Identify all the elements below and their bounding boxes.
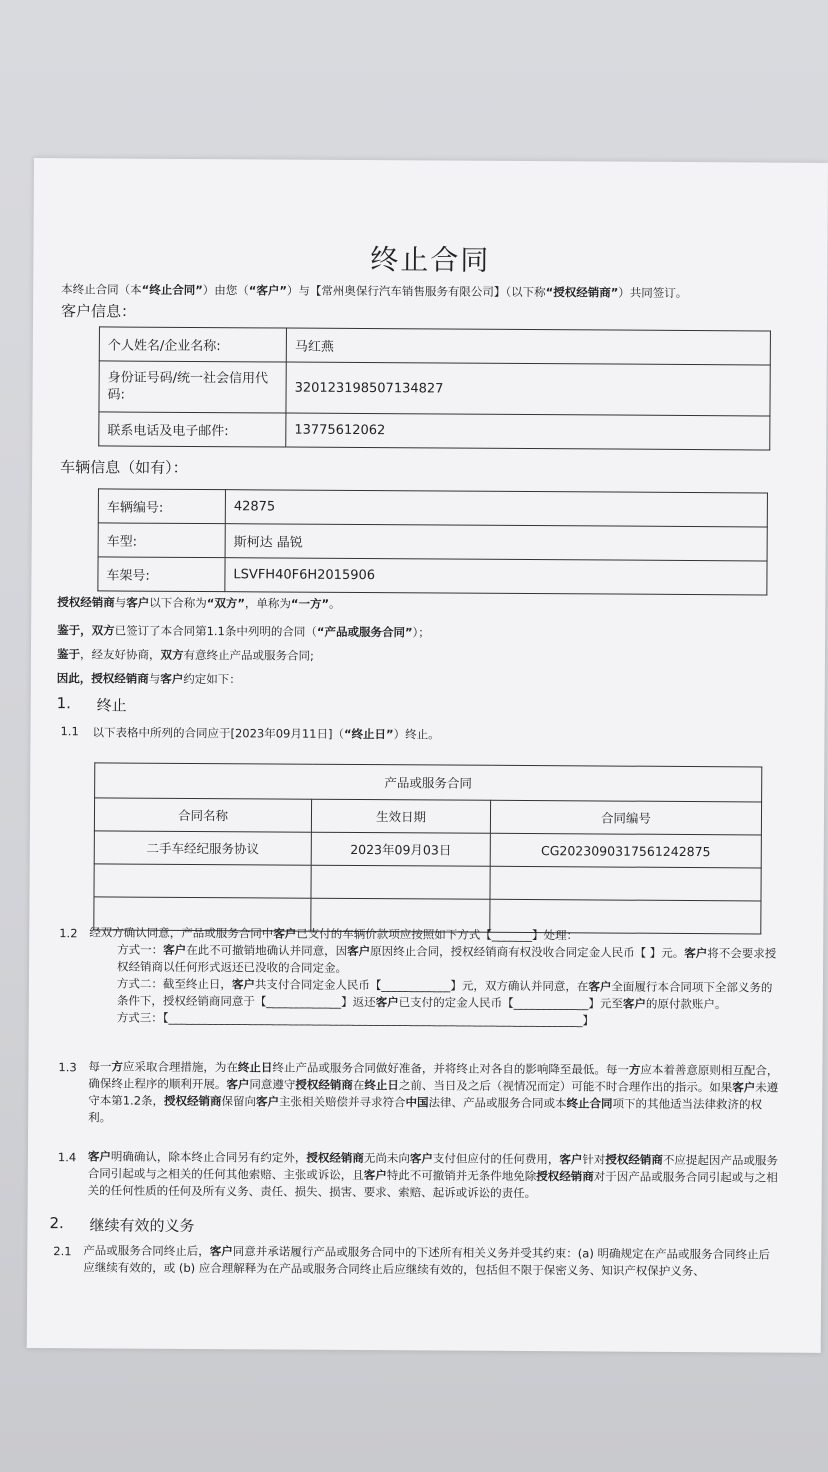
intro-text: ）共同签订。 [618, 285, 688, 300]
bold-term: 双方 [160, 647, 184, 662]
option-2 [89, 975, 779, 1013]
text: 与 [114, 595, 127, 610]
bold-term: 客户 [363, 1168, 387, 1183]
header-contract-name: 合同名称 [94, 798, 311, 832]
customer-name-value: 马红燕 [286, 328, 770, 365]
cell-empty [311, 865, 490, 899]
text: ）终止。 [393, 727, 440, 742]
therefore-clause [57, 670, 241, 687]
customer-id-label: 身份证号码/统一社会信用代码: [99, 361, 286, 413]
text: 对于因产品或服务合同引起或与之相关的任何性质的任何及所有义务、责任、损失、损害、要求、索赔、起诉或诉讼的责任。 [87, 1169, 778, 1201]
intro-text: ）与【常州奥保行汽车销售服务有限公司】（以下称 [286, 283, 546, 300]
text: 有意终止产品或服务合同; [183, 647, 314, 663]
contract-table-caption: 产品或服务合同 [95, 763, 762, 802]
clause-1-4-text [88, 1148, 778, 1203]
text: 无尚未向 [363, 1151, 410, 1166]
table-row [95, 763, 762, 802]
cell-contract-name: 二手车经纪服务协议 [94, 831, 311, 865]
intro-text: 本终止合同（本 [61, 282, 142, 297]
table-header-row [94, 798, 761, 835]
section-2-number: 2. [49, 1214, 64, 1233]
bold-term: 客户 [375, 995, 399, 1010]
text: 与 [148, 671, 161, 686]
bold-term: 授权经销商 [306, 1150, 364, 1166]
text: 不应提起因产品或服务合同引起或与之相关的任何其他索赔、主张或诉讼，且 [87, 1152, 778, 1183]
bold-term: “一方” [290, 596, 330, 611]
clause-2-1-text [83, 1242, 773, 1280]
customer-contact-value: 13775612062 [286, 413, 770, 450]
bold-term: 客户 [622, 996, 646, 1011]
bold-term: 鉴于 [56, 647, 81, 662]
text: ，单称为 [244, 596, 291, 611]
bold-term: 客户 [87, 1149, 111, 1164]
table-row [98, 557, 767, 595]
clause-1-1-number: 1.1 [60, 724, 79, 739]
bold-term: 鉴于，双方 [57, 623, 115, 638]
bold-term: “终止日” [343, 726, 394, 742]
text: 以下合称为 [149, 595, 207, 611]
text: 约定如下： [183, 671, 241, 687]
clause-1-1-text [92, 724, 439, 742]
text: 应采取合理措施，为在 [122, 1059, 238, 1075]
text: 方式一： [117, 942, 164, 957]
text: 明确确认，除本终止合同另有约定外， [110, 1149, 307, 1165]
intro-bold: “授权经销商” [545, 285, 619, 300]
text: 支付但应付的任何费用， [432, 1151, 560, 1167]
bold-term: 客户 [273, 926, 297, 941]
table-row [98, 489, 767, 527]
vehicle-no-value: 42875 [225, 490, 767, 527]
intro-bold: “终止合同” [141, 282, 203, 298]
text: 主张相关赔偿并寻求符合 [278, 1094, 406, 1110]
text: ）； [412, 625, 430, 640]
text: 的原付款账户。 [645, 996, 727, 1012]
bold-term: 方 [628, 1062, 641, 1077]
bold-term: 终止日 [237, 1060, 273, 1075]
option-1 [89, 941, 779, 979]
text: 同意遵守 [249, 1077, 296, 1092]
intro-bold: “客户” [248, 283, 287, 298]
bold-term: 客户 [163, 942, 187, 957]
parties-clause [57, 594, 340, 612]
customer-id-value: 320123198507134827 [286, 362, 770, 416]
vehicle-vin-label: 车架号: [98, 557, 225, 592]
whereas-clause-1 [57, 622, 430, 640]
intro-text: ）由您（ [202, 283, 249, 298]
header-effective-date: 生效日期 [311, 799, 490, 833]
text: 以下表格中所列的合同应于[2023年09月11日]（ [92, 725, 345, 741]
text: 共支付合同定金人民币【____________】元，双方确认并同意，在 [254, 977, 589, 994]
text: 特此不可撤销并无条件地免除 [386, 1168, 537, 1184]
bold-term: 客户 [160, 671, 184, 686]
text: 未遵守本第1.2条， [88, 1080, 779, 1108]
bold-term: 客户 [684, 945, 708, 961]
bold-term: 授权经销商 [57, 595, 115, 610]
vehicle-model-label: 车型: [98, 523, 225, 558]
bold-term: 客户 [347, 943, 371, 959]
text: 终止产品或服务合同做好准备，并将终止对各自的影响降至最低。每一 [272, 1060, 629, 1077]
text: 已支付的车辆价款项应按照如下方式【_______】处理： [296, 926, 579, 943]
bold-term: 客户 [732, 1080, 756, 1095]
table-row [98, 523, 767, 561]
table-row [94, 831, 761, 868]
bold-term: 客户 [559, 1152, 583, 1167]
contract-table [93, 762, 762, 934]
vehicle-no-label: 车辆编号: [98, 489, 225, 524]
table-row [99, 361, 770, 416]
table-row [99, 327, 770, 365]
text: 已签订了本合同第1.1条中列明的合同（ [114, 623, 317, 639]
option-3: 方式三：【________________________________________________________________________】 [116, 1010, 595, 1028]
vehicle-info-table [97, 488, 768, 595]
vehicle-model-value: 斯柯达 晶锐 [225, 524, 767, 561]
bold-term: 授权经销商 [295, 1077, 353, 1092]
text: 之前、当日及之后（视情况而定）可能不时合理作出的指示。如果 [398, 1078, 733, 1095]
clause-1-2-text [89, 924, 780, 1030]
text: 将不会要求授权经销商以任何形式返还已没收的合同定金。 [117, 946, 777, 975]
text: 法律、产品或服务合同或本 [428, 1095, 567, 1111]
cell-empty [94, 864, 311, 898]
text: 。 [328, 596, 341, 611]
clause-1-2-number: 1.2 [59, 926, 78, 941]
clause-1-3-number: 1.3 [58, 1060, 77, 1075]
section-1-title: 终止 [96, 696, 127, 715]
text: 保留向 [221, 1094, 257, 1109]
bold-term: 客户 [588, 979, 612, 994]
bold-term: 客户 [226, 1077, 250, 1092]
bold-term: 授权经销商 [605, 1152, 663, 1167]
document-title: 终止合同 [370, 243, 491, 277]
contract-page [27, 158, 828, 1353]
customer-info-table [98, 326, 771, 450]
clause-2-1-number: 2.1 [53, 1244, 72, 1259]
clause-1-4-number: 1.4 [57, 1150, 77, 1165]
customer-contact-label: 联系电话及电子邮件: [99, 412, 286, 447]
text: 已支付的定金人民币【_____________】元至 [398, 995, 623, 1011]
text: 同意并承诺履行产品或服务合同中的下述所有相关义务并受其约束：(a) 明确规定在产品或服务合同终止后应继续有效的，或 (b) 应合理解释为在产品或服务合同终止后应继续有效的，包括但不限于保密义务、知识产权保护义务、 [83, 1244, 771, 1279]
table-row [99, 412, 770, 450]
customer-name-label: 个人姓名/企业名称: [99, 327, 286, 362]
text: 全面履行本合同项下全部义务的条件下，授权经销商同意于【_____________】返还 [116, 979, 773, 1010]
text: 产品或服务合同终止后， [83, 1243, 210, 1259]
text: 每一 [88, 1059, 112, 1074]
text: 原因终止合同，授权经销商有权没收合同定金人民币【 】元。 [370, 944, 685, 960]
bold-term: “双方” [206, 596, 245, 611]
text: 项下的其他适当法律救济的权利。 [88, 1096, 763, 1125]
text: 方式二：截至终止日， [116, 976, 232, 992]
customer-heading: 客户信息： [61, 302, 137, 321]
table-row [94, 864, 761, 901]
text: 在 [352, 1077, 365, 1093]
bold-term: 客户 [409, 1151, 433, 1166]
bold-term: 客户 [231, 977, 255, 992]
bold-term: 客户 [255, 1094, 280, 1109]
cell-effective-date: 2023年09月03日 [311, 832, 490, 866]
bold-term: 终止合同 [566, 1096, 613, 1111]
text: 经双方确认同意，产品或服务合同中 [89, 925, 274, 941]
bold-term: 授权经销商 [163, 1093, 222, 1109]
vehicle-vin-value: LSVFH40F6H2015906 [225, 558, 767, 595]
vehicle-heading: 车辆信息（如有）： [60, 458, 188, 477]
section-2-title: 继续有效的义务 [89, 1216, 195, 1236]
text: 应本着善意原则相互配合，确保终止程序的顺利开展。 [88, 1062, 779, 1092]
bold-term: 客户 [126, 595, 150, 610]
bold-term: 因此，授权经销商 [56, 671, 149, 686]
bold-term: 授权经销商 [536, 1169, 594, 1184]
intro-paragraph [61, 281, 687, 301]
cell-contract-number: CG2023090317561242875 [490, 833, 761, 868]
text: 针对 [582, 1152, 606, 1167]
cell-empty [490, 866, 761, 901]
text: 在此不可撤销地确认并同意，因 [186, 942, 348, 958]
bold-term: 方 [111, 1059, 123, 1074]
header-contract-number: 合同编号 [490, 800, 761, 835]
clause-1-3-text [88, 1058, 778, 1130]
bold-term: 客户 [209, 1244, 233, 1259]
bold-term: 中国 [405, 1095, 429, 1110]
bold-term: 终止日 [364, 1078, 399, 1093]
text: ，经友好协商， [79, 647, 161, 662]
section-1-number: 1. [56, 694, 72, 713]
bold-term: “产品或服务合同” [316, 624, 413, 640]
whereas-clause-2 [57, 646, 314, 664]
